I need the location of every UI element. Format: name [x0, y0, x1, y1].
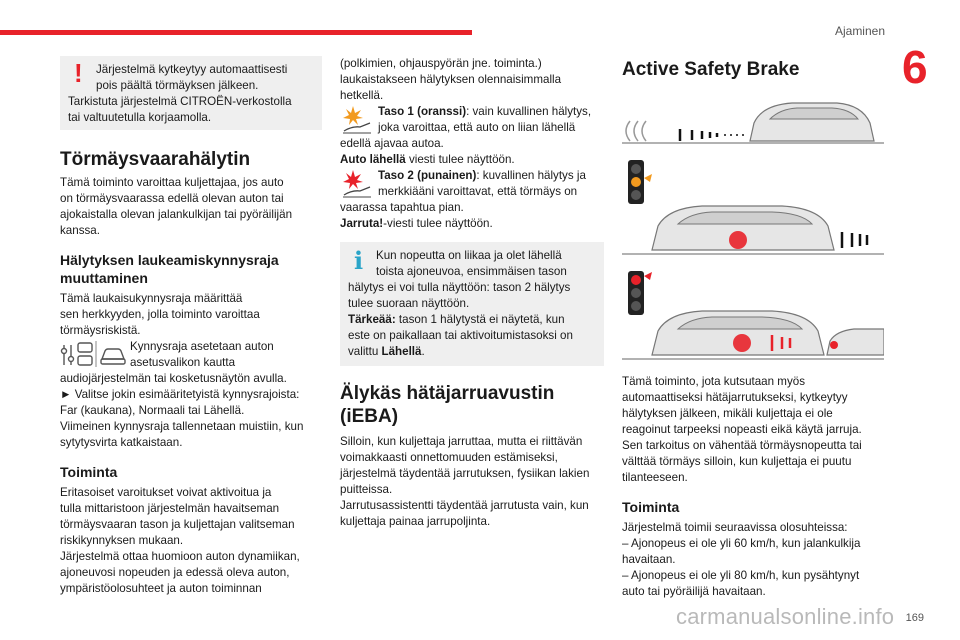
asb-paragraph	[622, 374, 884, 486]
text-line: laukaistakseen hälytyksen olennaisimmalla	[340, 73, 562, 86]
site-watermark: carmanualsonline.info	[676, 604, 895, 629]
settings-menu-icon	[60, 339, 126, 369]
level2-text	[378, 168, 586, 200]
level1-message-text: viesti tulee näyttöön.	[405, 153, 515, 166]
text-line: (polkimien, ohjauspyörän jne. toiminta.)	[340, 57, 542, 70]
warning-note	[60, 56, 322, 130]
text-line: kanssa.	[60, 224, 100, 237]
text-line: sen herkkyyden, jolla toiminto varoittaa	[60, 308, 260, 321]
level2-alert-illustration	[622, 271, 884, 363]
operation-paragraph	[60, 485, 322, 597]
text-line: asetusvalikon kautta	[130, 356, 236, 369]
section-title	[340, 382, 604, 428]
text-line: Tämä toiminto varoittaa kuljettajaa, jos auto	[60, 176, 284, 189]
level2-desc: : kuvallinen hälytys ja	[476, 169, 586, 182]
section-title-line: (iEBA)	[340, 406, 399, 427]
text-line: edellä ajavaa autoa.	[340, 137, 444, 150]
level2-line	[378, 168, 586, 184]
level2-message	[340, 216, 604, 232]
text-line: havaitaan.	[622, 553, 676, 566]
level1-alert-illustration	[622, 160, 884, 258]
text-line: voimakkaasti onnettomuuden estämiseksi,	[340, 451, 558, 464]
text-line: hälytyksen jälkeen, mikäli kuljettaja ei ole	[622, 407, 833, 420]
warning-line: pois päältä törmäyksen jälkeen.	[96, 79, 259, 92]
text-line: Järjestelmä ottaa huomioon auton dynamiikan,	[60, 550, 300, 563]
level1-text	[378, 104, 591, 136]
continuation-paragraph	[340, 56, 604, 104]
page-number: 169	[905, 612, 924, 624]
text-line: – Ajonopeus ei ole yli 80 km/h, kun pysähtynyt	[622, 569, 860, 582]
text-line: puitteissa.	[340, 483, 393, 496]
level1-label: Taso 1 (oranssi)	[378, 105, 467, 118]
text-line: järjestelmä täydentää jarrutuksen, fysiikan lakien	[340, 467, 590, 480]
level1-alert	[340, 104, 604, 136]
level2-message-label: Jarruta!	[340, 217, 384, 230]
level1-desc: : vain kuvallinen hälytys,	[466, 105, 592, 118]
text-line: automaattiseksi hätäjarrutukseksi, kytkeytyy	[622, 391, 848, 404]
text-line: Jarrutusassistentti täydentää jarrutusta vain, kun	[340, 499, 589, 512]
text-line: Tämä toiminto, jota kutsutaan myös	[622, 375, 806, 388]
text-line: välttää törmäys silloin, kun kuljettaja ei puutu	[622, 455, 852, 468]
text-line: Kynnysraja asetetaan auton	[130, 340, 274, 353]
level2-label: Taso 2 (punainen)	[378, 169, 477, 182]
level1-message-label: Auto lähellä	[340, 153, 406, 166]
column-3	[622, 56, 884, 600]
level1-message	[340, 152, 604, 168]
text-line: joka varoittaa, että auto on liian lähellä	[378, 121, 576, 134]
text-line: auto tai pyöräilijä havaitaan.	[622, 585, 766, 598]
info-line: hälytys ei voi tulla näyttöön: tason 2 hälytys	[348, 281, 571, 294]
text-line: Tämä laukaisukynnysraja määrittää	[60, 292, 243, 305]
subsection-title-line: muuttaminen	[60, 270, 148, 286]
subsection-title: Toiminta	[622, 499, 680, 515]
info-note	[340, 242, 604, 366]
text-line: Järjestelmä toimii seuraavissa olosuhteissa:	[622, 521, 848, 534]
collision-alert-orange-icon	[340, 104, 374, 134]
text-line: törmäysvaaran tason ja kuljettajan valitseman	[60, 518, 295, 531]
threshold-instructions	[60, 371, 322, 451]
text-line: Far (kaukana), Normaali tai Lähellä.	[60, 404, 245, 417]
section-title-line: Älykäs hätäjarruavustin	[340, 383, 555, 404]
threshold-paragraph	[60, 291, 322, 339]
text-line: audiojärjestelmän tai kosketusnäytön avulla.	[60, 372, 287, 385]
text-line: sytytysvirta katkaistaan.	[60, 436, 183, 449]
text-line: tulla mittaristoon järjestelmän havaitseman	[60, 502, 280, 515]
level2-alert	[340, 168, 604, 200]
warning-exclamation-icon: !	[74, 58, 83, 88]
text-line: Viimeinen kynnysraja tallennetaan muistiin, kun	[60, 420, 304, 433]
info-line: toista ajoneuvoa, ensimmäisen tason	[376, 265, 567, 278]
subsection-title	[60, 251, 322, 287]
column-1	[60, 56, 322, 597]
icon-text	[130, 339, 274, 371]
text-line: kuljettaja painaa jarrupoljinta.	[340, 515, 491, 528]
text-line: törmäysriskistä.	[60, 324, 141, 337]
info-important-text: tason 1 hälytystä ei näytetä, kun	[395, 313, 565, 326]
level2-message-text: -viesti tulee näyttöön.	[383, 217, 493, 230]
subsection-title: Toiminta	[60, 464, 118, 480]
info-important-label: Tärkeää:	[348, 313, 396, 326]
text-line: ► Valitse jokin esimääritetyistä kynnysrajoista:	[60, 388, 300, 401]
text-line: ajoneuvosi nopeuden ja edessä oleva auton,	[60, 566, 290, 579]
top-accent-bar	[0, 30, 472, 35]
text-line: – Ajonopeus ei ole yli 60 km/h, kun jalankulkija	[622, 537, 861, 550]
info-line	[348, 312, 596, 328]
text-line: on törmäysvaarassa edellä olevan auton tai	[60, 192, 284, 205]
column-2	[340, 56, 604, 530]
text-line: vaarassa tapahtua pian.	[340, 201, 464, 214]
info-line: tulee suoraan näyttöön.	[348, 297, 470, 310]
level1-line	[378, 104, 591, 120]
collision-alert-red-icon	[340, 168, 374, 198]
section-name: Ajaminen	[834, 24, 885, 38]
text-line: tilanteeseen.	[622, 471, 688, 484]
warning-line: Tarkistuta järjestelmä CITROËN-verkostolla	[68, 95, 292, 108]
info-line: este on paikallaan tai aktivoitumistasoksi on	[348, 329, 573, 342]
section-title: Törmäysvaarahälytin	[60, 149, 251, 170]
ieba-paragraph	[340, 434, 604, 530]
text-line: Silloin, kun kuljettaja jarruttaa, mutta ei riittävän	[340, 435, 583, 448]
text-line: reagoinut tarpeeksi nopeasti eikä käytä jarruja.	[622, 423, 862, 436]
warning-line: tai valtuutetulla korjaamolla.	[68, 111, 212, 124]
subsection-title-line: Hälytyksen laukeamiskynnysraja	[60, 252, 279, 268]
info-line	[348, 344, 596, 360]
info-icon: i	[354, 246, 364, 275]
traffic-light-icon	[628, 160, 652, 204]
section-title: Active Safety Brake	[622, 59, 800, 80]
settings-icon-row	[60, 339, 322, 371]
intro-paragraph	[60, 175, 322, 239]
text-line: Eritasoiset varoitukset voivat aktivoitua ja	[60, 486, 272, 499]
text-line: riskikynnyksen mukaan.	[60, 534, 184, 547]
text-line: ajokaistalla olevan jalankulkijan tai pyöräilijän	[60, 208, 293, 221]
text-line: Sen tarkoitus on vähentää törmäysnopeutta tai	[622, 439, 862, 452]
chapter-number: 6	[902, 41, 928, 93]
text-line: hetkellä.	[340, 89, 384, 102]
traffic-light-icon	[628, 271, 652, 315]
info-text: .	[421, 345, 425, 358]
info-line: Kun nopeutta on liikaa ja olet lähellä	[376, 249, 562, 262]
car-approach-illustration	[622, 91, 884, 147]
info-text: valittu	[348, 345, 382, 358]
info-bold-value: Lähellä	[381, 345, 422, 358]
text-line: merkkiääni varoittavat, että törmäys on	[378, 185, 578, 198]
warning-line: Järjestelmä kytkeytyy automaattisesti	[96, 63, 288, 76]
asb-conditions	[622, 520, 884, 600]
text-line: ympäristöolosuhteet ja auton toiminnan	[60, 582, 262, 595]
